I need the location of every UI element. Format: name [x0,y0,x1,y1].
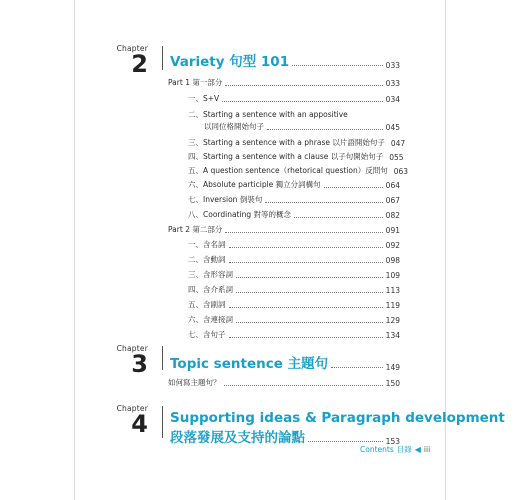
dot-leader [229,262,383,263]
entry-page: 109 [385,271,400,280]
entry-page: 091 [385,226,400,235]
entry-text: 七、含句子 [188,330,226,339]
entry-text: Part 2 第二部分 [168,225,223,234]
toc-entry[interactable] [188,270,400,280]
entry-page: 047 [390,139,406,148]
chapter-number: 2 [131,50,148,78]
chapter-page: 033 [385,61,400,70]
dot-leader [229,337,383,338]
toc-entry[interactable] [188,210,400,220]
chapter-page: 149 [385,363,400,372]
entry-page: 055 [389,153,404,162]
dot-leader [324,187,383,188]
entry-text: 一、S+V [188,94,220,103]
chapter-divider [162,406,163,438]
toc-entry[interactable] [188,166,409,176]
entry-text: Part 1 第一部分 [168,78,223,87]
entry-text: 四、含介系詞 [188,285,233,294]
toc-entry[interactable] [188,285,400,295]
chapter-number: 4 [131,410,148,438]
chapter-title-row[interactable] [170,426,400,446]
entry-text: 如何寫主題句？ [168,378,221,387]
toc-entry[interactable] [188,315,400,325]
entry-text: 六、Absolute participle 獨立分詞構句 [188,180,321,189]
toc-entry[interactable] [188,180,400,190]
toc-entry[interactable] [188,300,400,310]
toc-entry[interactable] [204,122,400,132]
chapter-word: Chapter [116,44,148,53]
chapter-word: Chapter [116,344,148,353]
dot-leader [265,202,382,203]
entry-text: 三、含形容詞 [188,270,233,279]
entry-text: 六、含連接詞 [188,315,233,324]
toc-entry[interactable] [168,378,400,388]
entry-text: 七、Inversion 倒裝句 [188,195,263,204]
toc-entry[interactable] [188,330,400,340]
chapter-page: 153 [385,437,400,446]
entry-page: 129 [385,316,400,325]
chapter-title-secondary: 段落發展及支持的論點 [170,430,305,446]
chapter-title-row[interactable] [170,50,400,70]
entry-page: 067 [385,196,400,205]
toc-entry[interactable] [168,225,400,235]
entry-page: 134 [385,331,400,340]
chapter-number: 3 [131,350,148,378]
toc-entry[interactable] [188,195,400,205]
entry-page: 082 [385,211,400,220]
chapter-label [104,344,148,378]
entry-page: 113 [385,286,400,295]
entry-page: 034 [385,95,400,104]
toc-entry[interactable] [188,255,400,265]
dot-leader [222,101,382,102]
dot-leader [294,217,383,218]
chapter-divider [162,346,163,370]
entry-page: 045 [385,123,400,132]
dot-leader [308,441,383,442]
dot-leader [224,385,383,386]
entry-page: 033 [385,79,400,88]
entry-text: 五、A question sentence（rhetorical question）反問句 [188,166,388,175]
entry-page: 098 [385,256,400,265]
entry-page: 150 [385,379,400,388]
entry-text: 一、含名詞 [188,240,226,249]
dot-leader [225,85,382,86]
entry-text: 三、Starting a sentence with a phrase 以片語開始句子 [188,138,385,147]
footer-page-number: iii [423,445,431,454]
dot-leader [331,367,383,368]
dot-leader [292,65,383,66]
toc-entry[interactable] [188,240,400,250]
dot-leader [236,322,383,323]
dot-leader [229,247,383,248]
chapter-title-row[interactable] [170,352,400,372]
entry-page: 063 [393,167,409,176]
entry-text: 五、含副詞 [188,300,226,309]
toc-entry[interactable] [188,110,400,120]
footer-label-zh: 目錄 [396,445,412,454]
chapter-divider [162,46,163,70]
dot-leader [267,129,383,130]
dot-leader [236,292,383,293]
chapter-title: Topic sentence 主題句 [170,356,329,372]
entry-text: 八、Coordinating 對等的概念 [188,210,291,219]
chapter-label [104,404,148,438]
toc-entry[interactable] [188,94,400,104]
entry-text: 二、含動詞 [188,255,226,264]
entry-page: 119 [385,301,400,310]
dot-leader [229,307,383,308]
entry-text: 以同位格開始句子 [204,122,264,131]
entry-text: 四、Starting a sentence with a clause 以子句開始句子 [188,152,384,161]
triangle-left-icon: ◀ [414,445,421,454]
toc-entry[interactable] [168,78,400,88]
footer-label: Contents [360,445,394,454]
page-footer [360,444,430,455]
chapter-title: Variety 句型 101 [170,54,290,70]
toc-entry[interactable] [188,138,406,148]
entry-page: 092 [385,241,400,250]
chapter-word: Chapter [116,404,148,413]
entry-page: 064 [385,181,400,190]
toc-entry[interactable] [188,152,404,162]
dot-leader [236,277,383,278]
chapter-label [104,44,148,78]
dot-leader [225,232,382,233]
chapter-title[interactable]: Supporting ideas & Paragraph development [170,410,505,426]
entry-text: 二、Starting a sentence with an appositive [188,110,348,119]
